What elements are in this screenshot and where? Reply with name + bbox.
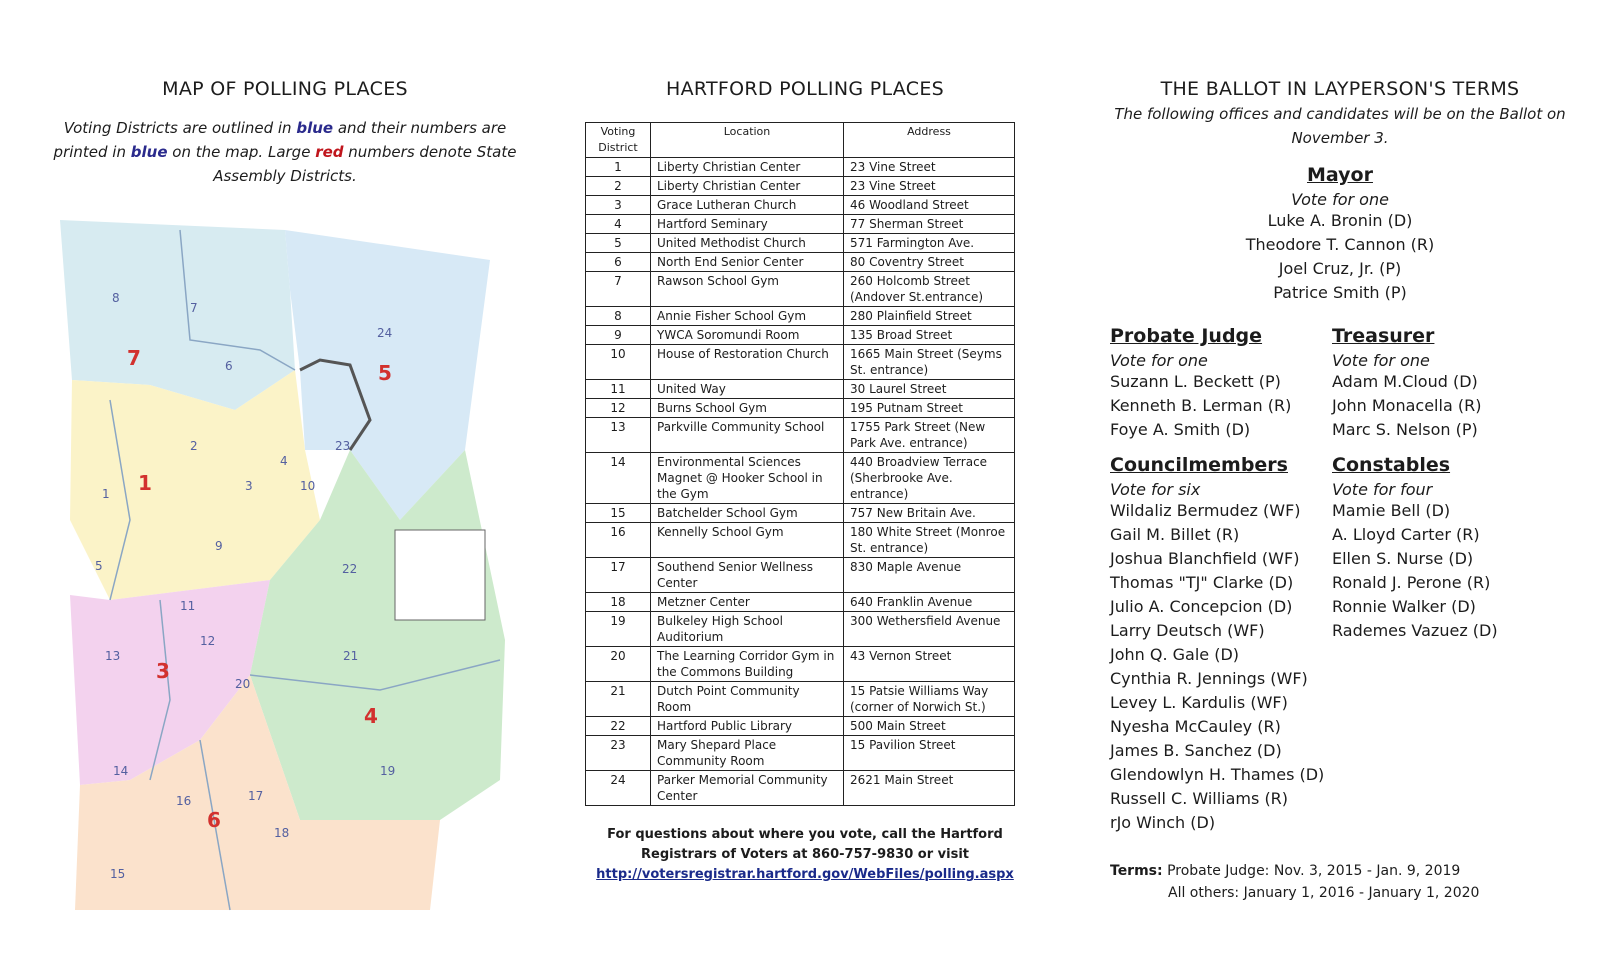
cell-district: 5 xyxy=(586,234,651,253)
cell-address: 46 Woodland Street xyxy=(844,196,1015,215)
table-row xyxy=(586,736,1015,771)
table-row xyxy=(586,771,1015,806)
council-candidate: James B. Sanchez (D) xyxy=(1110,741,1282,760)
table-row xyxy=(586,593,1015,612)
ballot-column-right xyxy=(1332,325,1562,655)
map-district-number: 2 xyxy=(190,439,198,453)
map-intro-text-3: on the map. Large xyxy=(167,143,316,161)
cell-address: 135 Broad Street xyxy=(844,326,1015,345)
cell-address: 640 Franklin Avenue xyxy=(844,593,1015,612)
map-title: MAP OF POLLING PLACES xyxy=(162,78,408,100)
district-map xyxy=(50,220,520,920)
footnote-text: For questions about where you vote, call the Hartford Registrars of Voters at 860-757-9830 or visit xyxy=(607,827,1003,862)
map-district-number: 21 xyxy=(343,649,359,663)
cell-district: 19 xyxy=(586,612,651,647)
cell-address: 195 Putnam Street xyxy=(844,399,1015,418)
map-intro-blue-2: blue xyxy=(130,143,168,161)
council-candidate: Thomas "TJ" Clarke (D) xyxy=(1110,573,1294,592)
header-location: Location xyxy=(651,123,844,158)
cell-location: House of Restoration Church xyxy=(651,345,844,380)
cell-address: 23 Vine Street xyxy=(844,177,1015,196)
map-district-number: 16 xyxy=(176,794,192,808)
table-row xyxy=(586,523,1015,558)
cell-district: 13 xyxy=(586,418,651,453)
map-intro-blue-1: blue xyxy=(296,119,334,137)
map-district-number: 13 xyxy=(105,649,121,663)
map-assembly-number: 3 xyxy=(156,659,170,683)
council-candidate: Joshua Blanchfield (WF) xyxy=(1110,549,1300,568)
table-row xyxy=(586,345,1015,380)
table-row xyxy=(586,253,1015,272)
table-row xyxy=(586,196,1015,215)
cell-location: United Way xyxy=(651,380,844,399)
terms-probate: Probate Judge: Nov. 3, 2015 - Jan. 9, 2019 xyxy=(1167,863,1461,879)
cell-address: 830 Maple Avenue xyxy=(844,558,1015,593)
council-candidate: Russell C. Williams (R) xyxy=(1110,789,1289,808)
map-district-number: 4 xyxy=(280,454,288,468)
mayor-section xyxy=(1110,164,1570,305)
table-row xyxy=(586,504,1015,523)
cell-district: 2 xyxy=(586,177,651,196)
ballot-panel xyxy=(1110,70,1570,960)
map-district-number: 7 xyxy=(190,301,198,315)
map-assembly-number: 4 xyxy=(364,704,378,728)
cell-location: Bulkeley High School Auditorium xyxy=(651,612,844,647)
cell-location: Dutch Point Community Room xyxy=(651,682,844,717)
cell-location: Liberty Christian Center xyxy=(651,177,844,196)
table-row xyxy=(586,380,1015,399)
treasurer-candidate: John Monacella (R) xyxy=(1332,396,1482,415)
cell-address: 571 Farmington Ave. xyxy=(844,234,1015,253)
table-row xyxy=(586,717,1015,736)
treasurer-candidate: Adam M.Cloud (D) xyxy=(1332,372,1478,391)
cell-district: 3 xyxy=(586,196,651,215)
cell-address: 440 Broadview Terrace (Sherbrooke Ave. entrance) xyxy=(844,453,1015,504)
cell-address: 80 Coventry Street xyxy=(844,253,1015,272)
district-map-svg xyxy=(50,220,520,920)
cell-location: Metzner Center xyxy=(651,593,844,612)
map-district-number: 5 xyxy=(95,559,103,573)
cell-location: Grace Lutheran Church xyxy=(651,196,844,215)
table-row xyxy=(586,177,1015,196)
cell-district: 15 xyxy=(586,504,651,523)
terms-note xyxy=(1110,860,1570,904)
probate-vote: Vote for one xyxy=(1110,351,1208,370)
cell-location: Burns School Gym xyxy=(651,399,844,418)
constable-candidate: Rademes Vazuez (D) xyxy=(1332,621,1498,640)
cell-district: 20 xyxy=(586,647,651,682)
cell-district: 11 xyxy=(586,380,651,399)
polling-table xyxy=(585,122,1015,806)
map-district-number: 10 xyxy=(300,479,316,493)
probate-heading: Probate Judge xyxy=(1110,325,1263,347)
cell-location: Kennelly School Gym xyxy=(651,523,844,558)
cell-address: 15 Patsie Williams Way (corner of Norwich St.) xyxy=(844,682,1015,717)
map-district-number: 3 xyxy=(245,479,253,493)
cell-location: Hartford Seminary xyxy=(651,215,844,234)
cell-address: 30 Laurel Street xyxy=(844,380,1015,399)
probate-candidate: Suzann L. Beckett (P) xyxy=(1110,372,1281,391)
council-candidate: Wildaliz Bermudez (WF) xyxy=(1110,501,1301,520)
map-intro-text-1: Voting Districts are outlined in xyxy=(63,119,297,137)
council-vote: Vote for six xyxy=(1110,480,1201,499)
cell-location: Environmental Sciences Magnet @ Hooker School in the Gym xyxy=(651,453,844,504)
cell-location: Mary Shepard Place Community Room xyxy=(651,736,844,771)
map-intro xyxy=(50,116,520,188)
council-section xyxy=(1110,454,1330,835)
map-district-number: 11 xyxy=(180,599,196,613)
cell-district: 14 xyxy=(586,453,651,504)
cell-address: 23 Vine Street xyxy=(844,158,1015,177)
polling-footnote xyxy=(580,825,1030,885)
map-district-number: 18 xyxy=(274,826,290,840)
cell-district: 24 xyxy=(586,771,651,806)
mayor-vote: Vote for one xyxy=(1291,190,1389,209)
cell-location: North End Senior Center xyxy=(651,253,844,272)
cell-address: 500 Main Street xyxy=(844,717,1015,736)
probate-candidate: Kenneth B. Lerman (R) xyxy=(1110,396,1292,415)
cell-address: 180 White Street (Monroe St. entrance) xyxy=(844,523,1015,558)
council-candidate: rJo Winch (D) xyxy=(1110,813,1216,832)
cell-district: 4 xyxy=(586,215,651,234)
table-row xyxy=(586,307,1015,326)
header-district: Voting District xyxy=(586,123,651,158)
cell-location: The Learning Corridor Gym in the Commons Building xyxy=(651,647,844,682)
table-row xyxy=(586,612,1015,647)
cell-location: Southend Senior Wellness Center xyxy=(651,558,844,593)
cell-location: Parkville Community School xyxy=(651,418,844,453)
cell-location: Parker Memorial Community Center xyxy=(651,771,844,806)
cell-address: 757 New Britain Ave. xyxy=(844,504,1015,523)
council-candidate: Larry Deutsch (WF) xyxy=(1110,621,1265,640)
map-district-number: 17 xyxy=(248,789,264,803)
treasurer-candidate: Marc S. Nelson (P) xyxy=(1332,420,1478,439)
treasurer-heading: Treasurer xyxy=(1332,325,1435,347)
cell-address: 1665 Main Street (Seyms St. entrance) xyxy=(844,345,1015,380)
map-intro-text-2: and their numbers are printed in xyxy=(53,119,507,161)
cell-district: 12 xyxy=(586,399,651,418)
table-row xyxy=(586,453,1015,504)
cell-district: 10 xyxy=(586,345,651,380)
council-candidate: Julio A. Concepcion (D) xyxy=(1110,597,1293,616)
probate-section xyxy=(1110,325,1330,442)
constables-section xyxy=(1332,454,1562,643)
constable-candidate: Ellen S. Nurse (D) xyxy=(1332,549,1474,568)
ballot-column-left xyxy=(1110,325,1330,847)
cell-district: 8 xyxy=(586,307,651,326)
mayor-heading: Mayor xyxy=(1307,164,1373,186)
treasurer-vote: Vote for one xyxy=(1332,351,1430,370)
table-row xyxy=(586,326,1015,345)
cell-address: 15 Pavilion Street xyxy=(844,736,1015,771)
terms-line-1 xyxy=(1110,860,1570,882)
council-candidate: Levey L. Kardulis (WF) xyxy=(1110,693,1288,712)
table-row xyxy=(586,399,1015,418)
mayor-candidate: Joel Cruz, Jr. (P) xyxy=(1278,259,1402,278)
table-row xyxy=(586,647,1015,682)
map-panel xyxy=(50,70,520,960)
probate-candidate: Foye A. Smith (D) xyxy=(1110,420,1251,439)
cell-location: Batchelder School Gym xyxy=(651,504,844,523)
cell-address: 2621 Main Street xyxy=(844,771,1015,806)
cell-district: 18 xyxy=(586,593,651,612)
map-assembly-number: 5 xyxy=(378,361,392,385)
table-row xyxy=(586,558,1015,593)
map-intro-text-4: numbers denote State Assembly Districts. xyxy=(213,143,517,185)
map-district-number: 15 xyxy=(110,867,126,881)
cell-address: 77 Sherman Street xyxy=(844,215,1015,234)
cell-district: 16 xyxy=(586,523,651,558)
map-assembly-number: 1 xyxy=(138,471,152,495)
constables-heading: Constables xyxy=(1332,454,1451,476)
cell-location: Annie Fisher School Gym xyxy=(651,307,844,326)
map-district-number: 6 xyxy=(225,359,233,373)
map-district-number: 1 xyxy=(102,487,110,501)
table-header-row xyxy=(586,123,1015,158)
table-row xyxy=(586,234,1015,253)
map-legend-box xyxy=(395,530,485,620)
cell-district: 1 xyxy=(586,158,651,177)
ballot-subtitle: The following offices and candidates will be on the Ballot on November 3. xyxy=(1114,105,1566,147)
map-assembly-number: 7 xyxy=(127,346,141,370)
cell-address: 300 Wethersfield Avenue xyxy=(844,612,1015,647)
council-heading: Councilmembers xyxy=(1110,454,1288,476)
map-district-number: 9 xyxy=(215,539,223,553)
polling-panel xyxy=(580,70,1030,960)
council-candidate: John Q. Gale (D) xyxy=(1110,645,1240,664)
constables-vote: Vote for four xyxy=(1332,480,1433,499)
constable-candidate: Ronnie Walker (D) xyxy=(1332,597,1476,616)
table-row xyxy=(586,272,1015,307)
cell-address: 260 Holcomb Street (Andover St.entrance) xyxy=(844,272,1015,307)
cell-district: 7 xyxy=(586,272,651,307)
treasurer-section xyxy=(1332,325,1562,442)
cell-address: 280 Plainfield Street xyxy=(844,307,1015,326)
polling-title: HARTFORD POLLING PLACES xyxy=(665,78,944,100)
council-candidate: Cynthia R. Jennings (WF) xyxy=(1110,669,1308,688)
mayor-candidate: Theodore T. Cannon (R) xyxy=(1245,235,1435,254)
terms-label: Terms: xyxy=(1110,863,1163,879)
map-district-number: 14 xyxy=(113,764,129,778)
header-address: Address xyxy=(844,123,1015,158)
constable-candidate: A. Lloyd Carter (R) xyxy=(1332,525,1480,544)
ballot-title: THE BALLOT IN LAYPERSON'S TERMS xyxy=(1160,78,1520,100)
cell-district: 6 xyxy=(586,253,651,272)
table-row xyxy=(586,682,1015,717)
cell-district: 23 xyxy=(586,736,651,771)
cell-district: 17 xyxy=(586,558,651,593)
mayor-candidate: Patrice Smith (P) xyxy=(1273,283,1407,302)
cell-district: 9 xyxy=(586,326,651,345)
map-district-number: 19 xyxy=(380,764,396,778)
cell-location: Liberty Christian Center xyxy=(651,158,844,177)
cell-district: 21 xyxy=(586,682,651,717)
mayor-candidate: Luke A. Bronin (D) xyxy=(1267,211,1413,230)
council-candidate: Gail M. Billet (R) xyxy=(1110,525,1240,544)
cell-address: 43 Vernon Street xyxy=(844,647,1015,682)
map-district-number: 22 xyxy=(342,562,358,576)
constable-candidate: Ronald J. Perone (R) xyxy=(1332,573,1491,592)
polling-link[interactable]: http://votersregistrar.hartford.gov/WebFiles/polling.aspx xyxy=(596,867,1014,882)
cell-address: 1755 Park Street (New Park Ave. entrance) xyxy=(844,418,1015,453)
council-candidate: Nyesha McCauley (R) xyxy=(1110,717,1281,736)
cell-location: United Methodist Church xyxy=(651,234,844,253)
council-candidate: Glendowlyn H. Thames (D) xyxy=(1110,765,1325,784)
constable-candidate: Mamie Bell (D) xyxy=(1332,501,1451,520)
map-district-number: 24 xyxy=(377,326,393,340)
table-row xyxy=(586,418,1015,453)
map-assembly-number: 6 xyxy=(207,808,221,832)
table-row xyxy=(586,158,1015,177)
cell-location: Rawson School Gym xyxy=(651,272,844,307)
map-district-number: 23 xyxy=(335,439,351,453)
map-district-number: 20 xyxy=(235,677,251,691)
terms-others: All others: January 1, 2016 - January 1, 2020 xyxy=(1168,885,1480,901)
map-district-number: 12 xyxy=(200,634,216,648)
cell-district: 22 xyxy=(586,717,651,736)
map-district-number: 8 xyxy=(112,291,120,305)
cell-location: Hartford Public Library xyxy=(651,717,844,736)
map-intro-red: red xyxy=(315,143,344,161)
table-row xyxy=(586,215,1015,234)
cell-location: YWCA Soromundi Room xyxy=(651,326,844,345)
